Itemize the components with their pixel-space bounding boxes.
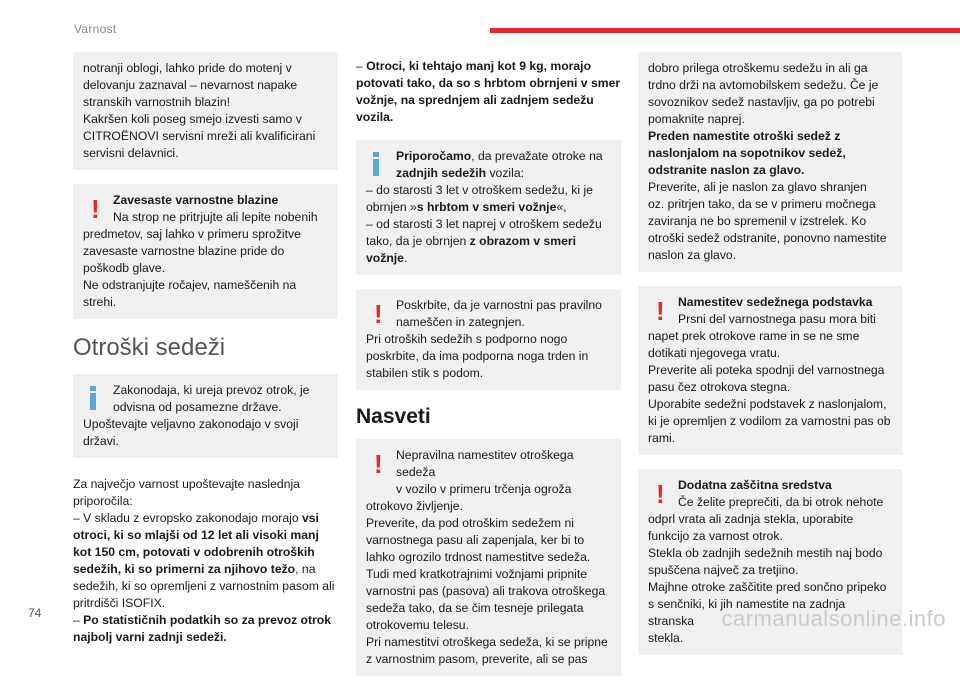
text-line: odprl vrata ali zadnja stekla, uporabite: [648, 512, 854, 526]
section-title: Varnost: [74, 22, 117, 36]
warning-icon: !: [91, 194, 100, 224]
text-line: vožnje.: [366, 251, 408, 265]
text-line: stabilen stik s podom.: [366, 366, 484, 380]
text-line: Če želite preprečiti, da bi otrok nehote: [678, 495, 884, 509]
text-line: naslonjalom na sopotnikov sedež,: [648, 146, 846, 160]
section-heading-child-seats: Otroški sedeži: [73, 334, 226, 361]
watermark: carmanualsonline.info: [721, 606, 946, 631]
text-line: – Po statističnih podatkih so za prevoz otrok: [73, 613, 332, 627]
warning-box-installation: [356, 439, 621, 676]
text-line: trdno drži na avtomobilskem sedežu. Če je: [648, 78, 879, 92]
warning-title: Dodatna zaščitna sredstva: [678, 478, 832, 492]
info-icon: [89, 386, 97, 410]
text-line: otrokovemu telesu.: [366, 618, 469, 632]
text-line: notranji oblogi, lahko pride do motenj v: [83, 61, 292, 75]
text-line: vožnje, na sprednjem ali zadnjem sedežu: [356, 93, 594, 107]
text-line: predmetov, saj lahko v primeru sprožitve: [83, 227, 301, 241]
text-line: sedežih, ki so primerni za njihovo težo, na: [73, 562, 316, 576]
text-line: Nepravilna namestitev otroškega sedeža: [396, 448, 574, 479]
page-number: 74: [28, 606, 42, 620]
warning-title: Namestitev sedežnega podstavka: [678, 295, 873, 309]
text-line: tako, da je obrnjen z obrazom v smeri: [366, 234, 577, 248]
note-box-airbags-continued: [73, 52, 338, 170]
warning-title: Zavesaste varnostne blazine: [113, 193, 279, 207]
text-line: ki je opremljen z vodilom za varnostni pas ob: [648, 414, 891, 428]
warning-box-booster-seat: [638, 286, 902, 455]
text-line: pomaknite naprej.: [648, 112, 745, 126]
text-line: oz. pritrjen tako, da se v primeru močnega: [648, 197, 876, 211]
text-line: najbolj varni zadnji sedeži.: [73, 630, 227, 644]
text-line: funkcijo za varnost otrok.: [648, 529, 783, 543]
text-line: Zakonodaja, ki ureja prevoz otrok, je: [113, 383, 310, 397]
text-line: stekla.: [648, 631, 684, 645]
text-line: – do starosti 3 let v otroškem sedežu, ki je: [366, 183, 593, 197]
text-line: spuščena največ za tretjino.: [648, 563, 799, 577]
text-line: poškodb glave.: [83, 261, 165, 275]
text-line: dobro prilega otroškemu sedežu in ali ga: [648, 61, 868, 75]
warning-icon: !: [656, 479, 665, 509]
warning-icon: !: [656, 296, 665, 326]
text-line: Uporabite sedežni podstavek z naslonjalom,: [648, 397, 887, 411]
header-accent-bar: [490, 28, 960, 33]
text-line: rami.: [648, 431, 676, 445]
info-icon: [372, 152, 380, 176]
text-line: s senčniki, ki jih namestite na zadnja stranska: [648, 597, 846, 628]
text-line: pritrdišči ISOFIX.: [73, 596, 166, 610]
text-line: priporočila:: [73, 494, 133, 508]
text-line: servisni delavnici.: [83, 146, 179, 160]
body-text-recommendations: [73, 476, 338, 646]
column-1: [73, 52, 338, 660]
text-line: sedežih, ki so opremljeni z varnostnim pasom ali: [73, 579, 335, 593]
text-line: otroški sedež odstranite, ponovno namestite: [648, 231, 887, 245]
text-line: Preverite, da pod otroškim sedežem ni: [366, 516, 574, 530]
text-line: sovoznikov sedež nastavljiv, ga po potrebi: [648, 95, 875, 109]
text-line: Pri otroških sedežih s podporno nogo: [366, 332, 568, 346]
text-line: Poskrbite, da je varnostni pas pravilno: [396, 298, 602, 312]
text-line: obrnjen »s hrbtom v smeri vožnje«,: [366, 200, 567, 214]
text-line: varnostni pas (pasova) ali trakova otroškega: [366, 584, 606, 598]
text-line: kot 150 cm, potovati v odobrenih otroških: [73, 545, 315, 559]
text-line: v vozilo v primeru trčenja ogroža: [396, 482, 572, 496]
text-line: sedeža tako, da se čim tesneje prilegata: [366, 601, 584, 615]
note-box-installation-continued: [638, 52, 902, 272]
column-2: [356, 52, 621, 690]
section-heading-advice: Nasveti: [356, 405, 431, 428]
text-line: vozila.: [356, 110, 394, 124]
text-line: varnostnega pasu ali zapenjala, ker bi to: [366, 533, 585, 547]
warning-icon: !: [374, 449, 383, 479]
text-line: državi.: [83, 434, 119, 448]
text-line: Tudi med kratkotrajnimi vožnjami pripnite: [366, 567, 588, 581]
text-line: naslon za glavo.: [648, 248, 737, 262]
text-line: stranskih varnostnih blazin!: [83, 95, 230, 109]
text-line: dotikati njegovega vratu.: [648, 346, 781, 360]
text-line: Priporočamo, da prevažate otroke na: [396, 149, 603, 163]
text-line: odstranite naslon za glavo.: [648, 163, 805, 177]
text-line: Kakršen koli poseg smejo izvesti samo v: [83, 112, 302, 126]
text-line: – Otroci, ki tehtajo manj kot 9 kg, morajo: [356, 59, 592, 73]
text-line: pasu čez otrokova stegna.: [648, 380, 791, 394]
text-line: nameščen in zategnjen.: [396, 315, 525, 329]
text-line: Ne odstranjujte ročajev, nameščenih na: [83, 278, 297, 292]
text-line: Za največjo varnost upoštevajte naslednja: [73, 477, 300, 491]
text-line: Majhne otroke zaščitite pred sončno pripeko: [648, 580, 887, 594]
text-line: Pri namestitvi otroškega sedeža, ki se pripne: [366, 635, 608, 649]
text-line: lahko ogrozilo trdnost namestitve sedeža.: [366, 550, 591, 564]
text-line: strehi.: [83, 295, 117, 309]
info-box-legislation: [73, 374, 338, 458]
text-line: – od starosti 3 let naprej v otroškem sedežu: [366, 217, 602, 231]
warning-icon: !: [374, 299, 383, 329]
text-line: zadnjih sedežih vozila:: [396, 166, 525, 180]
text-line: Prsni del varnostnega pasu mora biti: [678, 312, 876, 326]
text-line: Stekla ob zadnjih sedežnih mestih naj bodo: [648, 546, 883, 560]
text-line: delovanju zaznaval – nevarnost napake: [83, 78, 298, 92]
text-line: Preden namestite otroški sedež z: [648, 129, 841, 143]
warning-box-seat-belt: [356, 289, 621, 390]
text-line: z varnostnim pasom, preverite, ali se pas: [366, 652, 588, 666]
body-text-rear-facing: [356, 58, 621, 126]
text-line: napet prek otrokove rame in se ne sme: [648, 329, 860, 343]
text-line: Upoštevajte veljavno zakonodajo v svoji: [83, 417, 299, 431]
column-3: [638, 52, 902, 669]
text-line: zavesaste varnostne blazine pride do: [83, 244, 285, 258]
text-line: otroci, ki so mlajši od 12 let ali visoki manj: [73, 528, 319, 542]
text-line: potovati tako, da so s hrbtom obrnjeni v smer: [356, 76, 621, 90]
warning-box-curtain-airbags: [73, 184, 338, 319]
text-line: zaviranja ne bo spremenil v izstrelek. Ko: [648, 214, 867, 228]
text-line: CITROËNOVI servisni mreži ali kvalificirani: [83, 129, 316, 143]
text-line: otrokovo življenje.: [366, 499, 463, 513]
info-box-rear-seats: [356, 140, 621, 275]
text-line: poskrbite, da ima podporna noga trden in: [366, 349, 589, 363]
text-line: Preverite ali poteka spodnji del varnostnega: [648, 363, 885, 377]
text-line: Na strop ne pritrjujte ali lepite nobenih: [113, 210, 318, 224]
text-line: odvisna od posamezne države.: [113, 400, 282, 414]
text-line: Preverite, ali je naslon za glavo shranjen: [648, 180, 867, 194]
text-line: – V skladu z evropsko zakonodajo morajo vsi: [73, 511, 319, 525]
